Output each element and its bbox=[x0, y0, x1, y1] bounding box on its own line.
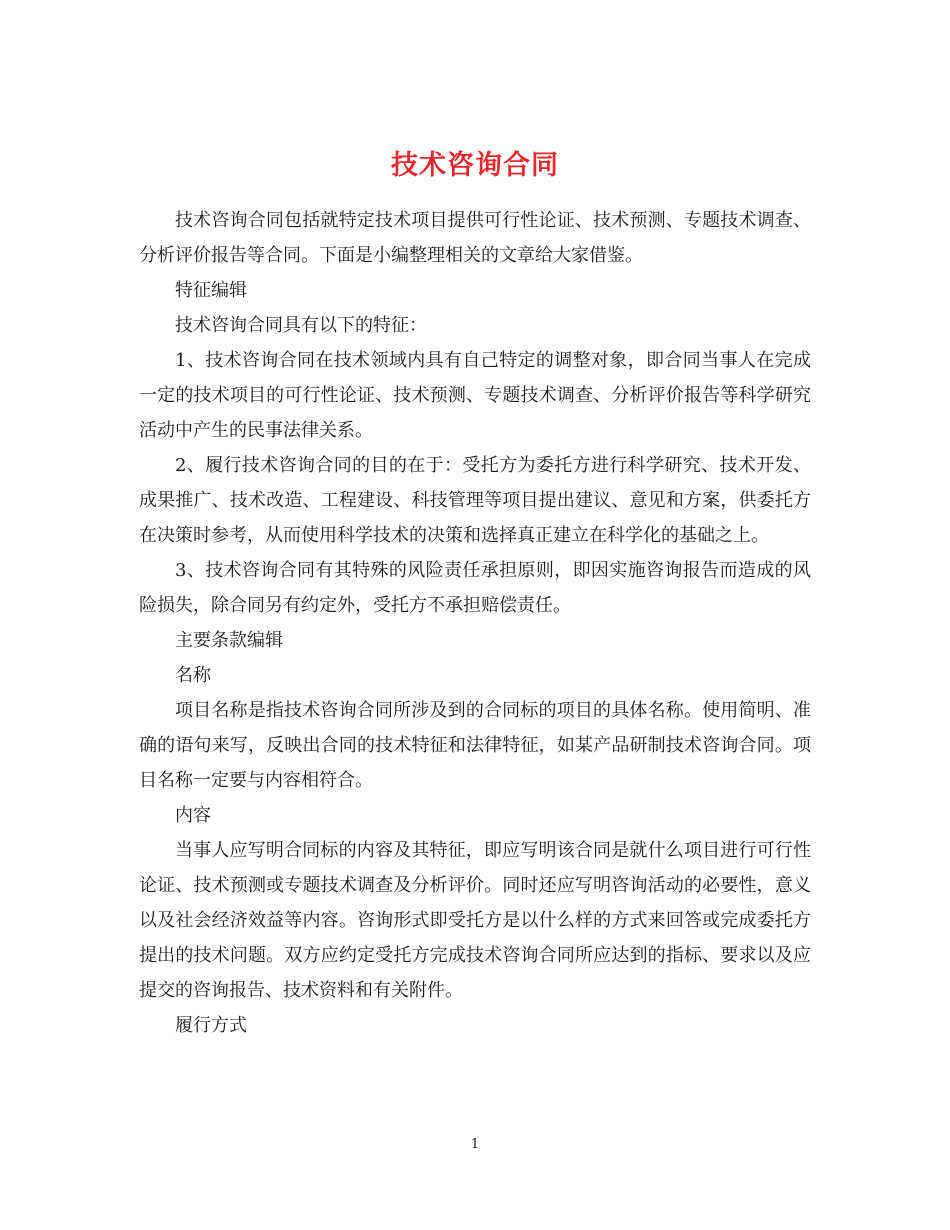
section-heading-main-terms: 主要条款编辑 bbox=[175, 630, 283, 651]
page-number: 1 bbox=[470, 1137, 480, 1152]
intro-paragraph: 技术咨询合同包括就特定技术项目提供可行性论证、技术预测、专题技术调查、分析评价报告等合同。下面是小编整理相关的文章给大家借鉴。 bbox=[139, 210, 811, 266]
feature-item-1: 1、技术咨询合同在技术领域内具有自己特定的调整对象，即合同当事人在完成一定的技术项目的可行性论证、技术预测、专题技术调查、分析评价报告等科学研究活动中产生的民事法律关系。 bbox=[139, 350, 811, 441]
features-intro: 技术咨询合同具有以下的特征： bbox=[175, 315, 427, 336]
content-paragraph: 当事人应写明合同标的内容及其特征，即应写明该合同是就什么项目进行可行性论证、技术预测或专题技术调查及分析评价。同时还应写明咨询活动的必要性，意义以及社会经济效益等内容。咨询形式即受托方是以什么样的方式来回答或完成委托方提出的技术问题。双方应约定受托方完成技术咨询合同所应达到的指标、要求以及应提交的咨询报告、技术资料和有关附件。 bbox=[139, 840, 811, 1001]
feature-item-2: 2、履行技术咨询合同的目的在于：受托方为委托方进行科学研究、技术开发、成果推广、技术改造、工程建设、科技管理等项目提出建议、意见和方案，供委托方在决策时参考，从而使用科学技术的决策和选择真正建立在科学化的基础之上。 bbox=[139, 455, 811, 546]
subheading-name: 名称 bbox=[175, 665, 211, 686]
document-title: 技术咨询合同 bbox=[391, 150, 559, 182]
section-heading-features: 特征编辑 bbox=[175, 280, 247, 301]
document-body bbox=[139, 203, 811, 1043]
subheading-content: 内容 bbox=[175, 805, 211, 826]
name-paragraph: 项目名称是指技术咨询合同所涉及到的合同标的项目的具体名称。使用简明、准确的语句来写，反映出合同的技术特征和法律特征，如某产品研制技术咨询合同。项目名称一定要与内容相符合。 bbox=[139, 700, 811, 791]
subheading-performance-method: 履行方式 bbox=[175, 1015, 247, 1036]
feature-item-3: 3、技术咨询合同有其特殊的风险责任承担原则，即因实施咨询报告而造成的风险损失，除合同另有约定外，受托方不承担赔偿责任。 bbox=[139, 560, 811, 616]
